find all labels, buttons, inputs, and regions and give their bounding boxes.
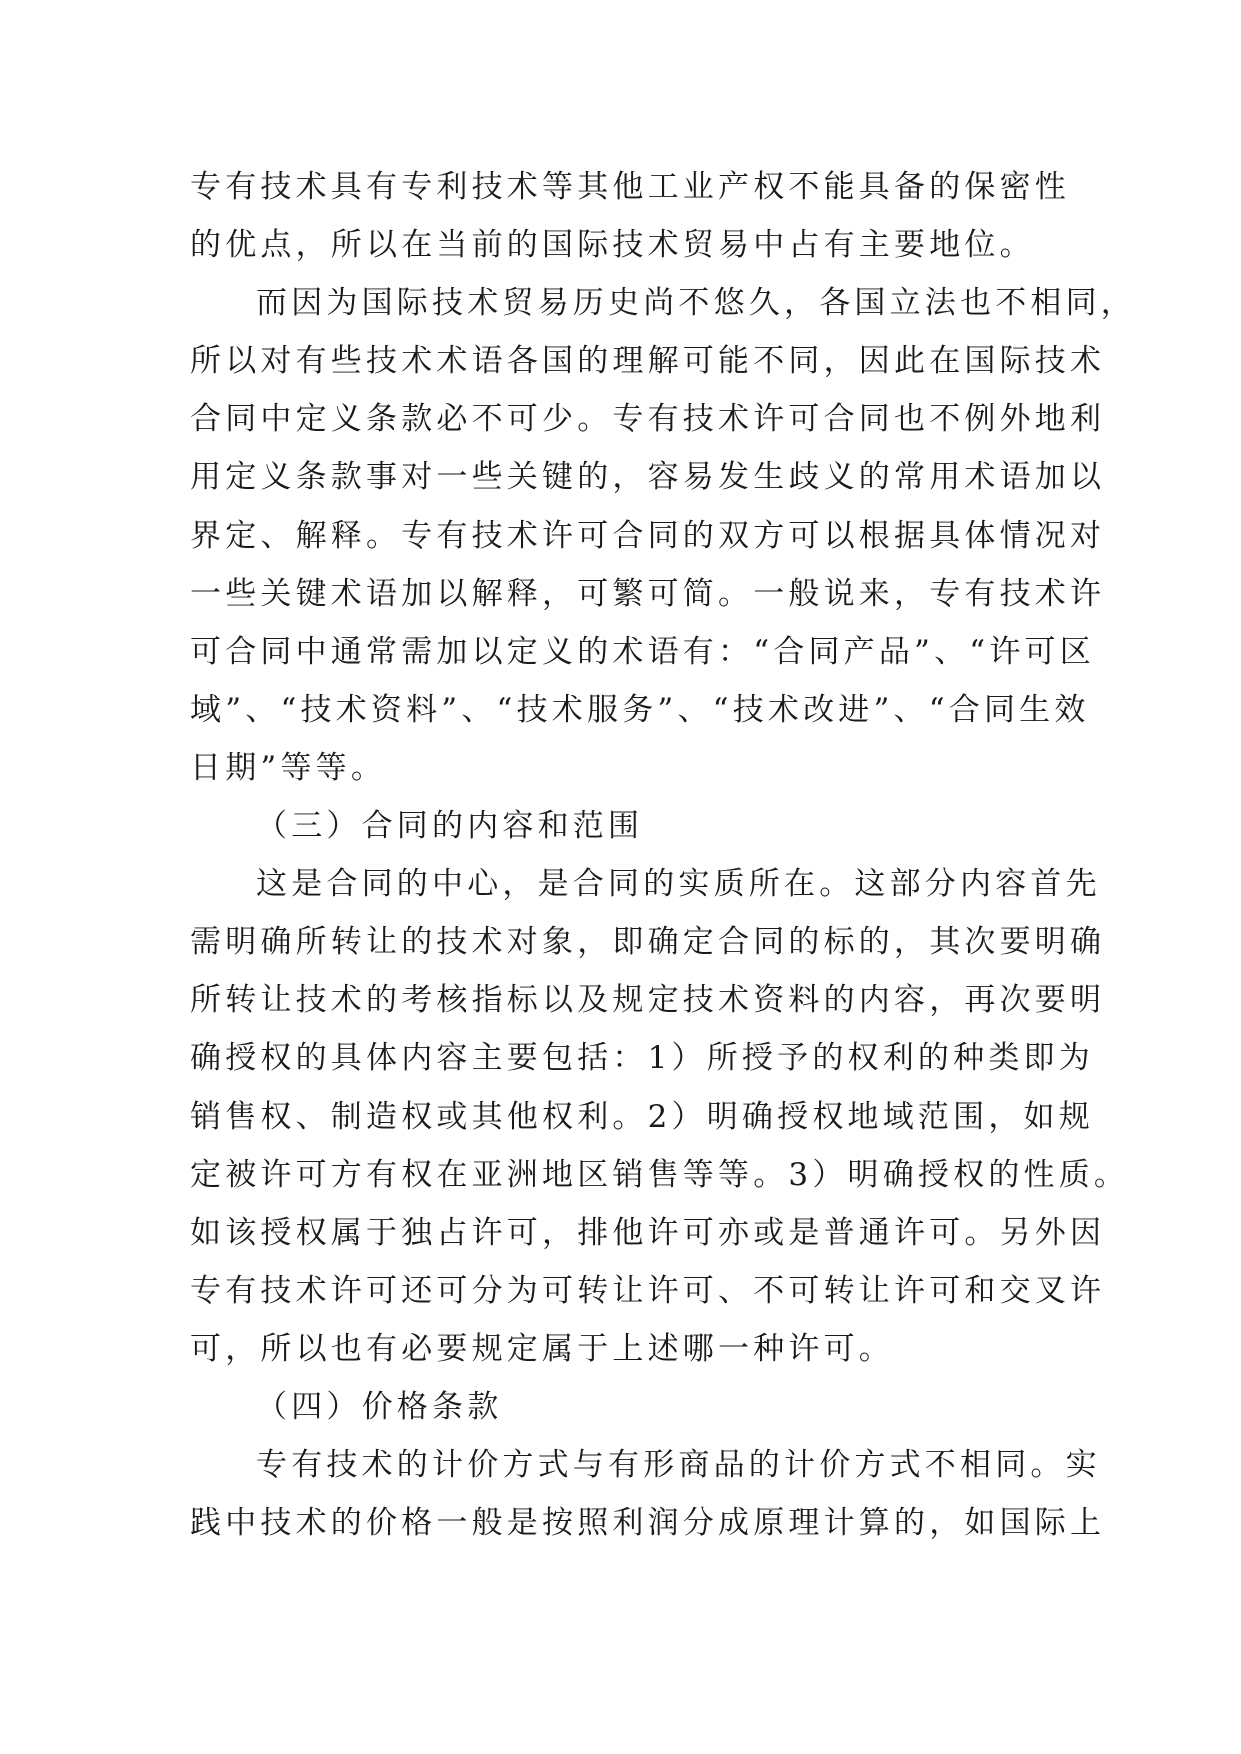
paragraph-start-line: 专有技术的计价方式与有形商品的计价方式不相同。实 bbox=[256, 1447, 1101, 1484]
text-line: 日期”等等。 bbox=[190, 749, 387, 786]
text-line: 定被许可方有权在亚洲地区销售等等。3）明确授权的性质。 bbox=[190, 1156, 1130, 1193]
body-text bbox=[190, 158, 1136, 1552]
text-line: 需明确所转让的技术对象，即确定合同的标的，其次要明确 bbox=[190, 924, 1106, 961]
text-line: 一些关键术语加以解释，可繁可简。一般说来，专有技术许 bbox=[190, 575, 1106, 612]
text-line: 界定、解释。专有技术许可合同的双方可以根据具体情况对 bbox=[190, 517, 1106, 554]
text-line: 专有技术许可还可分为可转让许可、不可转让许可和交叉许 bbox=[190, 1272, 1106, 1309]
text-line: 合同中定义条款必不可少。专有技术许可合同也不例外地利 bbox=[190, 401, 1106, 438]
paragraph-start-line: 而因为国际技术贸易历史尚不悠久，各国立法也不相同， bbox=[256, 285, 1136, 322]
text-line: 践中技术的价格一般是按照利润分成原理计算的，如国际上 bbox=[190, 1505, 1106, 1542]
text-line: 确授权的具体内容主要包括：1）所授予的权利的种类即为 bbox=[190, 1040, 1094, 1077]
text-line: 可合同中通常需加以定义的术语有：“合同产品”、“许可区 bbox=[190, 633, 1095, 670]
text-line: 销售权、制造权或其他权利。2）明确授权地域范围，如规 bbox=[190, 1098, 1094, 1135]
text-line: 的优点，所以在当前的国际技术贸易中占有主要地位。 bbox=[190, 227, 1035, 264]
paragraph-start-line: 这是合同的中心，是合同的实质所在。这部分内容首先 bbox=[256, 866, 1101, 903]
section-heading: （四）价格条款 bbox=[256, 1388, 503, 1425]
text-line: 域”、“技术资料”、“技术服务”、“技术改进”、“合同生效 bbox=[190, 691, 1090, 728]
text-line: 用定义条款事对一些关键的，容易发生歧义的常用术语加以 bbox=[190, 459, 1106, 496]
text-line: 可，所以也有必要规定属于上述哪一种许可。 bbox=[190, 1330, 894, 1367]
text-line: 所以对有些技术术语各国的理解可能不同，因此在国际技术 bbox=[190, 343, 1106, 380]
section-heading: （三）合同的内容和范围 bbox=[256, 808, 644, 845]
text-line: 所转让技术的考核指标以及规定技术资料的内容，再次要明 bbox=[190, 982, 1106, 1019]
text-line: 专有技术具有专利技术等其他工业产权不能具备的保密性 bbox=[190, 169, 1070, 205]
text-line: 如该授权属于独占许可，排他许可亦或是普通许可。另外因 bbox=[190, 1214, 1106, 1251]
